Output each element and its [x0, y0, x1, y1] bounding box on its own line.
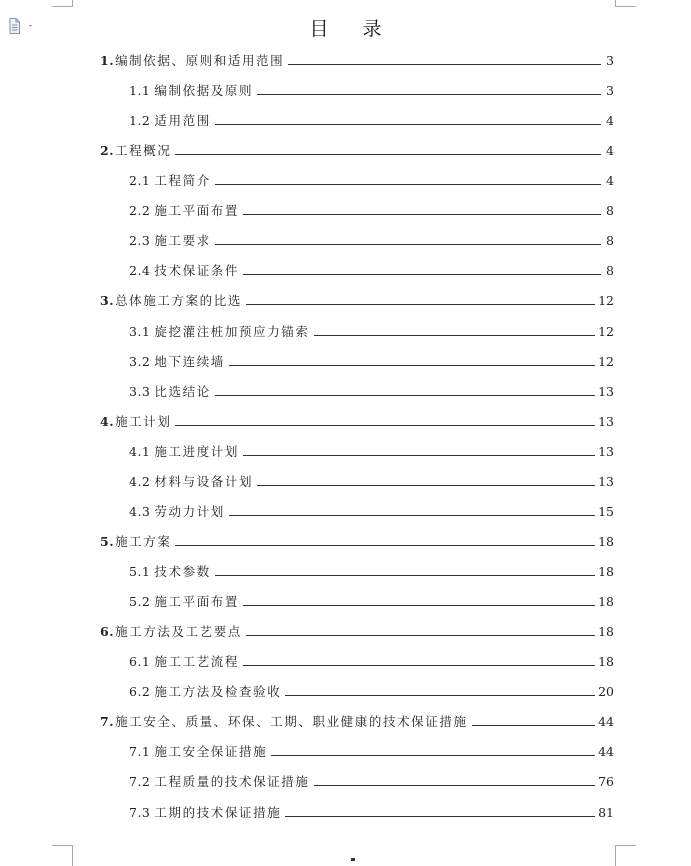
toc-entry-title: 技术参数: [154, 564, 211, 579]
toc-entry[interactable]: [129, 172, 614, 190]
toc-leader-line: [175, 545, 595, 546]
toc-leader-line: [175, 425, 595, 426]
toc-leader-line: [215, 575, 595, 576]
toc-leader-line: [314, 335, 596, 336]
toc-leader-line: [472, 725, 596, 726]
toc-entry-number: 2.: [100, 143, 115, 158]
toc-entry-page: 13: [598, 474, 614, 489]
toc-entry-number: 3.3: [129, 384, 151, 399]
toc-leader-line: [285, 816, 595, 817]
toc-entry-page: 20: [598, 684, 614, 699]
toc-leader-line: [257, 94, 601, 95]
toc-leader-line: [285, 695, 595, 696]
toc-entry-page: 12: [598, 293, 614, 308]
toc-entry-title: 材料与设备计划: [154, 474, 254, 489]
toc-entry[interactable]: [129, 773, 614, 791]
toc-entry-page: 18: [598, 534, 614, 549]
toc-entry-number: 7.: [100, 714, 115, 729]
toc-entry-number: 4.3: [129, 504, 151, 519]
toc-entry-title: 总体施工方案的比选: [115, 293, 242, 308]
toc-entry-page: 15: [598, 504, 614, 519]
toc-entry-title: 施工要求: [154, 233, 211, 248]
toc-entry-number: 2.4: [129, 263, 151, 278]
toc-entry-number: 3.: [100, 293, 115, 308]
toc-entry-page: 13: [598, 414, 614, 429]
toc-entry-page: 4: [606, 143, 614, 158]
toc-title: 目 录: [309, 18, 396, 40]
toc-leader-line: [257, 485, 595, 486]
toc-entry-title: 工期的技术保证措施: [154, 805, 282, 820]
toc-entry-page: 76: [598, 774, 614, 789]
toc-entry-number: 2.2: [129, 203, 151, 218]
toc-entry-title: 施工方法及工艺要点: [115, 624, 242, 639]
toc-entry-page: 13: [598, 444, 614, 459]
toc-entry-title: 技术保证条件: [154, 263, 239, 278]
toc-entry[interactable]: [129, 82, 614, 100]
toc-entry[interactable]: [100, 713, 614, 731]
toc-entry[interactable]: [129, 232, 614, 250]
toc-entry-title: 施工安全、质量、环保、工期、职业健康的技术保证措施: [115, 714, 468, 729]
toc-leader-line: [246, 635, 595, 636]
toc-entry-number: 6.2: [129, 684, 151, 699]
toc-entry-title: 施工工艺流程: [154, 654, 239, 669]
toc-entry-title: 编制依据、原则和适用范围: [115, 53, 285, 68]
toc-leader-line: [243, 605, 595, 606]
toc-leader-line: [243, 274, 601, 275]
toc-entry-title: 旋挖灌注桩加预应力锚索: [154, 324, 310, 339]
toc-entry[interactable]: [129, 443, 614, 461]
toc-leader-line: [215, 184, 601, 185]
toc-entry-title: 工程概况: [115, 143, 172, 158]
toc-entry-number: 4.: [100, 414, 115, 429]
toc-entry[interactable]: [129, 323, 614, 341]
toc-entry-number: 6.: [100, 624, 115, 639]
toc-leader-line: [243, 665, 595, 666]
toc-leader-line: [175, 154, 601, 155]
toc-entry[interactable]: [129, 593, 614, 611]
toc-entry-number: 5.2: [129, 594, 151, 609]
toc-entry[interactable]: [129, 563, 614, 581]
toc-entry-page: 18: [598, 624, 614, 639]
toc-leader-line: [243, 214, 601, 215]
toc-leader-line: [314, 785, 596, 786]
toc-entry[interactable]: [100, 623, 614, 641]
toc-entry-title: 编制依据及原则: [154, 83, 254, 98]
toc-entry[interactable]: [129, 202, 614, 220]
toc-entry-page: 18: [598, 564, 614, 579]
toc-entry-number: 4.1: [129, 444, 151, 459]
toc-entry[interactable]: [129, 743, 614, 761]
toc-entry-number: 6.1: [129, 654, 151, 669]
toc-entry-title: 施工平面布置: [154, 594, 239, 609]
toc-entry-page: 3: [606, 53, 614, 68]
toc-entry-page: 44: [598, 744, 614, 759]
toc-entry-page: 81: [598, 805, 614, 820]
toc-entry[interactable]: [100, 533, 614, 551]
toc-leader-line: [243, 455, 595, 456]
toc-entry[interactable]: [129, 353, 614, 371]
toc-entry-title: 施工平面布置: [154, 203, 239, 218]
toc-entry[interactable]: [129, 683, 614, 701]
toc-entry-title: 工程简介: [154, 173, 211, 188]
toc-entry[interactable]: [100, 142, 614, 160]
toc-entry-title: 施工计划: [115, 414, 172, 429]
toc-entry-title: 施工方案: [115, 534, 172, 549]
toc-entry-title: 施工进度计划: [154, 444, 239, 459]
toc-entry[interactable]: [129, 112, 614, 130]
toc-entry-title: 施工方法及检查验收: [154, 684, 282, 699]
toc-entry-page: 8: [606, 233, 614, 248]
toc-leader-line: [229, 365, 595, 366]
toc-entry-title: 比选结论: [154, 384, 211, 399]
toc-entry-number: 7.1: [129, 744, 151, 759]
toc-entry-number: 2.3: [129, 233, 151, 248]
toc-entry-page: 3: [606, 83, 614, 98]
toc-entry-number: 1.: [100, 53, 115, 68]
toc-leader-line: [215, 244, 601, 245]
toc-leader-line: [215, 124, 601, 125]
toc-entry-number: 3.2: [129, 354, 151, 369]
toc-entry-number: 1.1: [129, 83, 151, 98]
toc-leader-line: [246, 304, 595, 305]
toc-entry-number: 4.2: [129, 474, 151, 489]
toc-entry[interactable]: [129, 653, 614, 671]
toc-entry[interactable]: [100, 292, 614, 310]
toc-entry-page: 18: [598, 594, 614, 609]
toc-entry-title: 施工安全保证措施: [154, 744, 268, 759]
toc-leader-line: [229, 515, 595, 516]
toc-entry-page: 8: [606, 203, 614, 218]
toc-leader-line: [215, 395, 595, 396]
toc-entry-number: 7.2: [129, 774, 151, 789]
toc-entry[interactable]: [129, 262, 614, 280]
toc-entry-page: 8: [606, 263, 614, 278]
toc-entry-page: 13: [598, 384, 614, 399]
toc-entry[interactable]: [129, 383, 614, 401]
toc-entry[interactable]: [100, 413, 614, 431]
toc-leader-line: [271, 755, 595, 756]
toc-entry-number: 2.1: [129, 173, 151, 188]
toc-entry-page: 18: [598, 654, 614, 669]
toc-entry-title: 工程质量的技术保证措施: [154, 774, 310, 789]
toc-entry[interactable]: [129, 804, 614, 822]
toc-entry-number: 3.1: [129, 324, 151, 339]
toc-leader-line: [288, 64, 601, 65]
toc-entry-page: 4: [606, 113, 614, 128]
toc-entry-page: 12: [598, 354, 614, 369]
toc-entry[interactable]: [129, 473, 614, 491]
toc-entry-page: 4: [606, 173, 614, 188]
toc-entry[interactable]: [129, 503, 614, 521]
toc-entry-number: 5.: [100, 534, 115, 549]
toc-entry-number: 7.3: [129, 805, 151, 820]
toc-entry-page: 44: [598, 714, 614, 729]
toc-entry-page: 12: [598, 324, 614, 339]
toc-entry[interactable]: [100, 52, 614, 70]
toc-entry-title: 地下连续墙: [154, 354, 225, 369]
toc-entry-title: 适用范围: [154, 113, 211, 128]
toc-entry-number: 5.1: [129, 564, 151, 579]
toc-entry-title: 劳动力计划: [154, 504, 225, 519]
toc-entry-number: 1.2: [129, 113, 151, 128]
